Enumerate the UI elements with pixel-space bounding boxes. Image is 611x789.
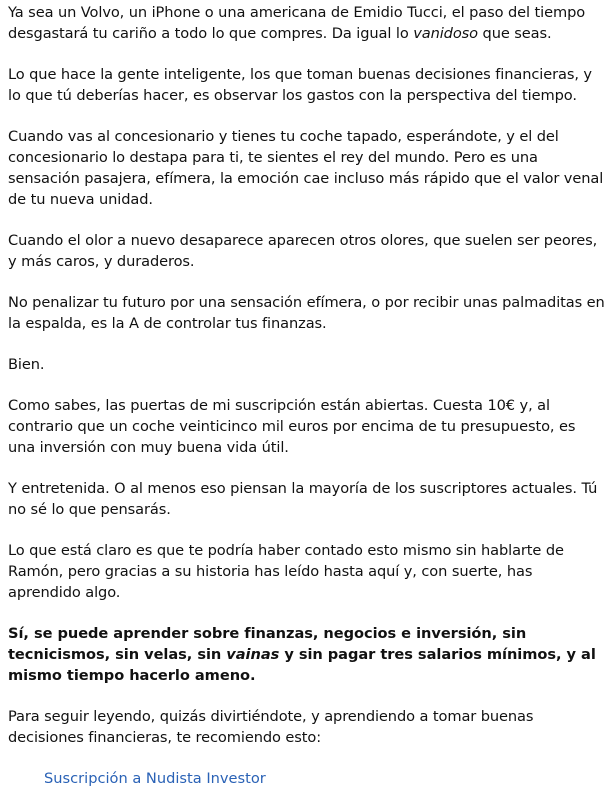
paragraph-5: No penalizar tu futuro por una sensación efímera, o por recibir unas palmaditas en la espalda, es la A de controlar tus finanzas.	[8, 294, 605, 332]
paragraph-3: Cuando vas al concesionario y tienes tu coche tapado, esperándote, y el del concesionario lo destapa para ti, te sientes el rey del mundo. Pero es una sensación pasajera, efímera, la emoción cae incluso más rápido que el valor venal de tu nueva unidad.	[8, 128, 604, 208]
recommendation-list	[8, 768, 605, 789]
list-item	[44, 768, 605, 789]
paragraph-1	[8, 2, 605, 44]
paragraph-10-text-a: Sí, se puede aprender sobre finanzas, negocios e inversión, sin tecnicismos, sin velas, sin	[8, 625, 527, 663]
paragraph-7: Como sabes, las puertas de mi suscripción están abiertas. Cuesta 10€ y, al contrario que un coche veinticinco mil euros por encima de tu presupuesto, es una inversión con muy buena vida útil.	[8, 397, 576, 456]
paragraph-9: Lo que está claro es que te podría haber contado esto mismo sin hablarte de Ramón, pero gracias a su historia has leído hasta aquí y, con suerte, has aprendido algo.	[8, 542, 564, 601]
paragraph-8: Y entretenida. O al menos eso piensan la mayoría de los suscriptores actuales. Tú no sé lo que pensarás.	[8, 480, 598, 518]
paragraph-10-emphasis: vainas	[226, 646, 280, 663]
paragraph-11: Para seguir leyendo, quizás divirtiéndote, y aprendiendo a tomar buenas decisiones financieras, te recomiendo esto:	[8, 708, 534, 746]
paragraph-2: Lo que hace la gente inteligente, los que toman buenas decisiones financieras, y lo que tú deberías hacer, es observar los gastos con la perspectiva del tiempo.	[8, 66, 592, 104]
subscription-link[interactable]: Suscripción a Nudista Investor	[44, 770, 266, 787]
paragraph-10-highlight	[8, 623, 605, 686]
paragraph-1-emphasis: vanidoso	[413, 25, 478, 42]
paragraph-4: Cuando el olor a nuevo desaparece aparecen otros olores, que suelen ser peores, y más caros, y duraderos.	[8, 232, 598, 270]
paragraph-6: Bien.	[8, 356, 45, 373]
paragraph-1-text-b: que seas.	[478, 25, 552, 42]
paragraph-1-text-a: Ya sea un Volvo, un iPhone o una americana de Emidio Tucci, el paso del tiempo desgastará tu cariño a todo lo que compres. Da igual lo	[8, 4, 586, 42]
paragraph-10-text-b: y sin pagar tres salarios mínimos, y al mismo tiempo hacerlo ameno.	[8, 646, 596, 684]
